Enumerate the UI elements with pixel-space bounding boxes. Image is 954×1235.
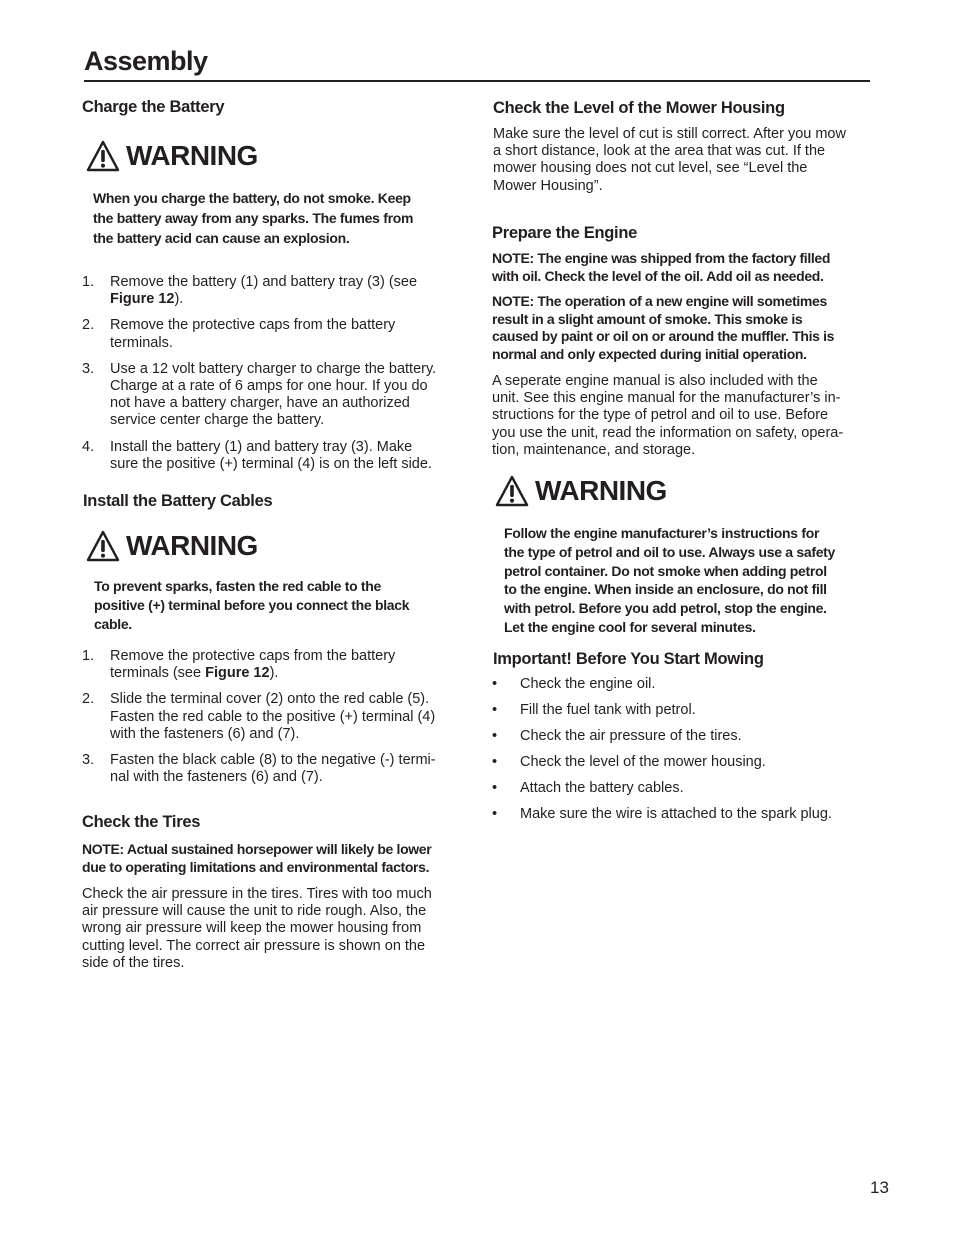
step-text: Slide the terminal cover (2) onto the red cable (5).	[110, 691, 430, 708]
warning-line: petrol container. Do not smoke when adding petrol	[504, 562, 827, 579]
list-item-text: Check the engine oil.	[520, 676, 656, 692]
title-rule	[84, 80, 870, 82]
step-text: nal with the fasteners (6) and (7).	[110, 769, 323, 786]
list-item-text: Make sure the wire is attached to the spark plug.	[520, 806, 832, 822]
page-number: 13	[870, 1178, 889, 1197]
list-item	[492, 676, 867, 702]
charge-warning-text	[93, 188, 457, 248]
body-line: you use the unit, read the information on safety, opera-	[492, 424, 844, 441]
figure-reference: Figure 12	[205, 665, 270, 682]
note-line: with oil. Check the level of the oil. Add oil as needed.	[492, 267, 824, 284]
bullet: •	[492, 676, 498, 692]
step-text: with the fasteners (6) and (7).	[110, 725, 300, 742]
step-text: Charge at a rate of 6 amps for one hour. If you do	[110, 378, 428, 395]
step-text: Remove the protective caps from the battery	[110, 648, 396, 664]
step-number: 3.	[82, 360, 95, 377]
cables-warning-text	[94, 577, 457, 634]
cables-steps	[82, 648, 457, 786]
note-line: NOTE: The operation of a new engine will sometimes	[492, 293, 827, 309]
list-item-text: Check the level of the mower housing.	[520, 754, 766, 770]
note-line: NOTE: Actual sustained horsepower will likely be lower	[82, 841, 432, 857]
install-cables-section	[82, 490, 457, 795]
body-line: a short distance, look at the area that was cut. If the	[493, 143, 826, 160]
prepare-engine-heading: Prepare the Engine	[492, 224, 637, 242]
step-number: 2.	[82, 691, 95, 708]
bullet: •	[492, 754, 498, 770]
body-line: Make sure the level of cut is still correct. After you mow	[493, 126, 846, 142]
step-text: Install the battery (1) and battery tray (3). Make	[110, 438, 413, 455]
body-line: wrong air pressure will keep the mower housing from	[82, 920, 422, 937]
list-item-text: Check the air pressure of the tires.	[520, 728, 742, 744]
step-text: terminals (see	[110, 665, 206, 682]
list-item	[492, 806, 867, 832]
engine-body	[492, 373, 867, 459]
check-tires-section	[82, 811, 457, 972]
warning-line: When you charge the battery, do not smoke. Keep	[93, 190, 411, 206]
step-text: not have a battery charger, have an authorized	[110, 395, 410, 412]
list-item-text: Attach the battery cables.	[520, 780, 684, 796]
cables-step-3	[82, 752, 457, 786]
step-number: 4.	[82, 438, 95, 455]
bullet: •	[492, 728, 498, 744]
charge-step-2	[82, 317, 457, 351]
body-line: air pressure will cause the unit to ride rough. Also, the	[82, 903, 427, 920]
mower-housing-heading: Check the Level of the Mower Housing	[493, 99, 785, 117]
warning-line: to the engine. When inside an enclosure, do not fill	[504, 581, 827, 598]
figure-reference: Figure 12	[110, 291, 175, 308]
body-line: tion, maintenance, and storage.	[492, 441, 696, 458]
engine-warning-header	[495, 471, 867, 511]
bullet: •	[492, 780, 498, 796]
body-line: cutting level. The correct air pressure is shown on the	[82, 937, 426, 954]
bullet: •	[492, 806, 498, 822]
step-text: ).	[174, 291, 184, 308]
charge-step-3	[82, 361, 457, 430]
note-line: caused by paint or oil on or around the muffler. This is	[492, 328, 835, 344]
body-line: mower housing does not cut level, see “Level the	[493, 160, 808, 177]
body-line: side of the tires.	[82, 954, 185, 971]
step-text: terminals.	[110, 334, 173, 351]
body-line: unit. See this engine manual for the manufacturer’s in-	[492, 390, 841, 407]
warning-line: cable.	[94, 616, 132, 632]
cables-warning-header	[86, 526, 457, 566]
note-line: result in a slight amount of smoke. This smoke is	[492, 310, 803, 327]
warning-label: WARNING	[126, 140, 258, 171]
step-number: 1.	[82, 648, 95, 664]
warning-line: To prevent sparks, fasten the red cable to the	[94, 578, 382, 594]
step-text: Use a 12 volt battery charger to charge the battery.	[110, 360, 437, 377]
warning-line: Let the engine cool for several minutes.	[504, 619, 756, 635]
check-tires-heading: Check the Tires	[82, 813, 201, 831]
warning-line: with petrol. Before you add petrol, stop the engine.	[504, 600, 827, 617]
tires-note	[82, 841, 457, 876]
list-item	[492, 728, 867, 754]
cables-step-1	[82, 648, 457, 682]
warning-label: WARNING	[535, 475, 667, 507]
step-text: service center charge the battery.	[110, 412, 325, 429]
step-text: sure the positive (+) terminal (4) is on the left side.	[110, 455, 432, 472]
list-item-text: Fill the fuel tank with petrol.	[520, 702, 696, 718]
body-line: A seperate engine manual is also included with the	[492, 373, 818, 389]
warning-triangle-icon	[86, 140, 120, 172]
page-title: Assembly	[84, 46, 208, 76]
warning-line: the battery away from any sparks. The fumes from	[93, 210, 414, 226]
charge-step-1	[82, 274, 457, 308]
note-line: normal and only expected during initial operation.	[492, 345, 807, 362]
list-item	[492, 702, 867, 728]
warning-label: WARNING	[126, 530, 258, 561]
step-text: ).	[269, 665, 279, 682]
step-text: Fasten the red cable to the positive (+) terminal (4)	[110, 708, 436, 725]
tires-body	[82, 886, 457, 972]
charge-battery-section	[82, 96, 457, 482]
warning-line: positive (+) terminal before you connect the black	[94, 597, 410, 613]
body-line: Check the air pressure in the tires. Tires with too much	[82, 886, 432, 902]
warning-line: Follow the engine manufacturer’s instructions for	[504, 525, 820, 542]
charge-warning-header	[86, 136, 457, 176]
step-number: 2.	[82, 317, 95, 334]
step-text: Remove the battery (1) and battery tray (3) (see	[110, 274, 418, 290]
install-cables-heading: Install the Battery Cables	[83, 492, 273, 510]
warning-triangle-icon	[495, 475, 529, 507]
charge-battery-heading: Charge the Battery	[82, 98, 225, 116]
engine-note-1	[492, 250, 867, 285]
mower-housing-body	[493, 126, 867, 195]
step-text: Fasten the black cable (8) to the negative (-) termi-	[110, 752, 436, 769]
charge-step-4	[82, 439, 457, 473]
cables-step-2	[82, 691, 457, 743]
mower-housing-section	[492, 97, 867, 195]
bullet: •	[492, 702, 498, 718]
before-mowing-section	[492, 648, 867, 832]
step-text: Remove the protective caps from the battery	[110, 317, 396, 334]
body-line: Mower Housing”.	[493, 177, 603, 194]
warning-triangle-icon	[86, 530, 120, 562]
before-mowing-list	[492, 676, 867, 832]
step-number: 1.	[82, 274, 95, 290]
note-line: due to operating limitations and environmental factors.	[82, 858, 430, 875]
body-line: structions for the type of petrol and oil to use. Before	[492, 407, 829, 424]
before-mowing-heading: Important! Before You Start Mowing	[493, 650, 764, 668]
warning-line: the type of petrol and oil to use. Always use a safety	[504, 543, 836, 560]
charge-steps	[82, 274, 457, 473]
prepare-engine-section	[492, 222, 867, 637]
step-number: 3.	[82, 752, 95, 769]
engine-note-2	[492, 293, 867, 363]
warning-line: the battery acid can cause an explosion.	[93, 230, 350, 246]
list-item	[492, 780, 867, 806]
engine-warning-text	[504, 524, 867, 637]
list-item	[492, 754, 867, 780]
note-line: NOTE: The engine was shipped from the factory filled	[492, 250, 831, 266]
